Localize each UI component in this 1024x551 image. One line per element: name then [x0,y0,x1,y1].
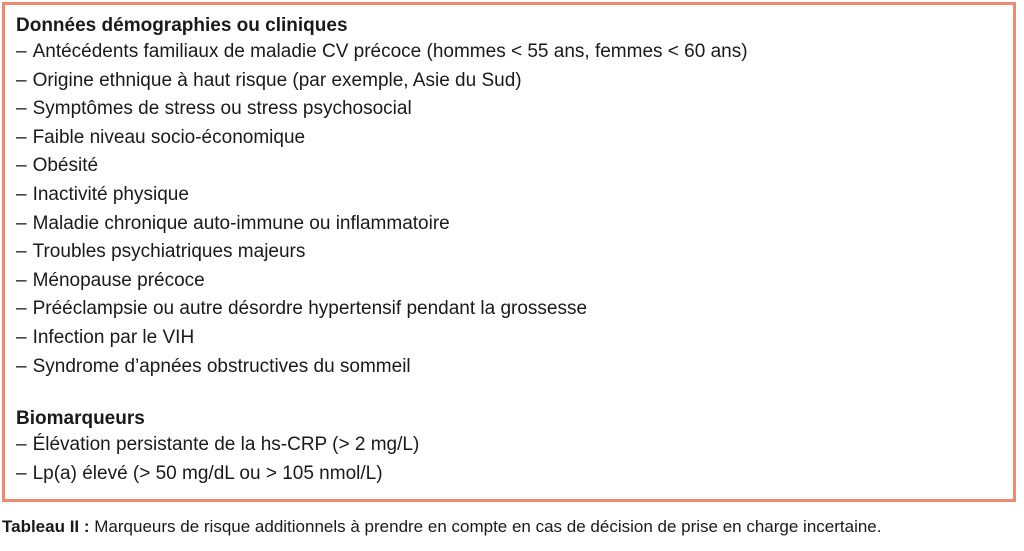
bullet-dash: – [16,69,27,91]
bullet-dash: – [16,462,27,484]
bullet-dash: – [16,355,27,377]
list-item [16,124,1013,153]
item-text: Obésité [32,155,99,177]
list-item [16,95,1013,124]
section-title: Données démographies ou cliniques [16,15,348,36]
bullet-dash: – [16,155,27,177]
bullet-dash: – [16,326,27,348]
section-title: Biomarqueurs [16,408,145,430]
list-item [16,238,1013,267]
bullet-dash: – [16,98,27,120]
item-text: Troubles psychiatriques majeurs [32,241,306,263]
list-item [16,353,1013,382]
item-text: Élévation persistante de la hs-CRP (> 2 mg/L) [32,434,420,456]
item-text: Syndrome d’apnées obstructives du sommeil [32,355,411,377]
bullet-dash: – [16,126,27,148]
item-text: Prééclampsie ou autre désordre hypertensif pendant la grossesse [32,298,588,320]
item-list [16,431,1013,488]
item-list [16,38,1013,381]
bullet-dash: – [16,212,27,234]
bullet-dash: – [16,41,27,62]
table-caption [2,515,1022,539]
section-spacer [16,381,1013,407]
item-text: Ménopause précoce [32,269,205,291]
list-item [16,152,1013,181]
list-item [16,210,1013,239]
list-item [16,267,1013,296]
list-item [16,67,1013,96]
item-text: Infection par le VIH [32,326,195,348]
bullet-dash: – [16,298,27,320]
list-item [16,295,1013,324]
list-item [16,431,1013,460]
bullet-dash: – [16,434,27,456]
caption-text: Marqueurs de risque additionnels à prendre en compte en cas de décision de prise en charge incertaine. [89,517,882,536]
caption-label: Tableau II : [2,517,90,536]
list-item [16,38,1013,67]
list-item [16,324,1013,353]
item-text: Antécédents familiaux de maladie CV précoce (hommes < 55 ans, femmes < 60 ans) [32,41,748,62]
table-box [2,2,1016,502]
item-text: Inactivité physique [32,183,189,205]
bullet-dash: – [16,241,27,263]
list-item [16,460,1013,489]
list-item [16,181,1013,210]
item-text: Faible niveau socio-économique [32,126,306,148]
item-text: Maladie chronique auto-immune ou inflammatoire [32,212,450,234]
bullet-dash: – [16,183,27,205]
item-text: Lp(a) élevé (> 50 mg/dL ou > 105 nmol/L) [32,462,383,484]
item-text: Origine ethnique à haut risque (par exemple, Asie du Sud) [32,69,522,91]
item-text: Symptômes de stress ou stress psychosocial [32,98,412,120]
section-biomarkers [16,407,1013,488]
bullet-dash: – [16,269,27,291]
section-demographics [16,14,1013,381]
